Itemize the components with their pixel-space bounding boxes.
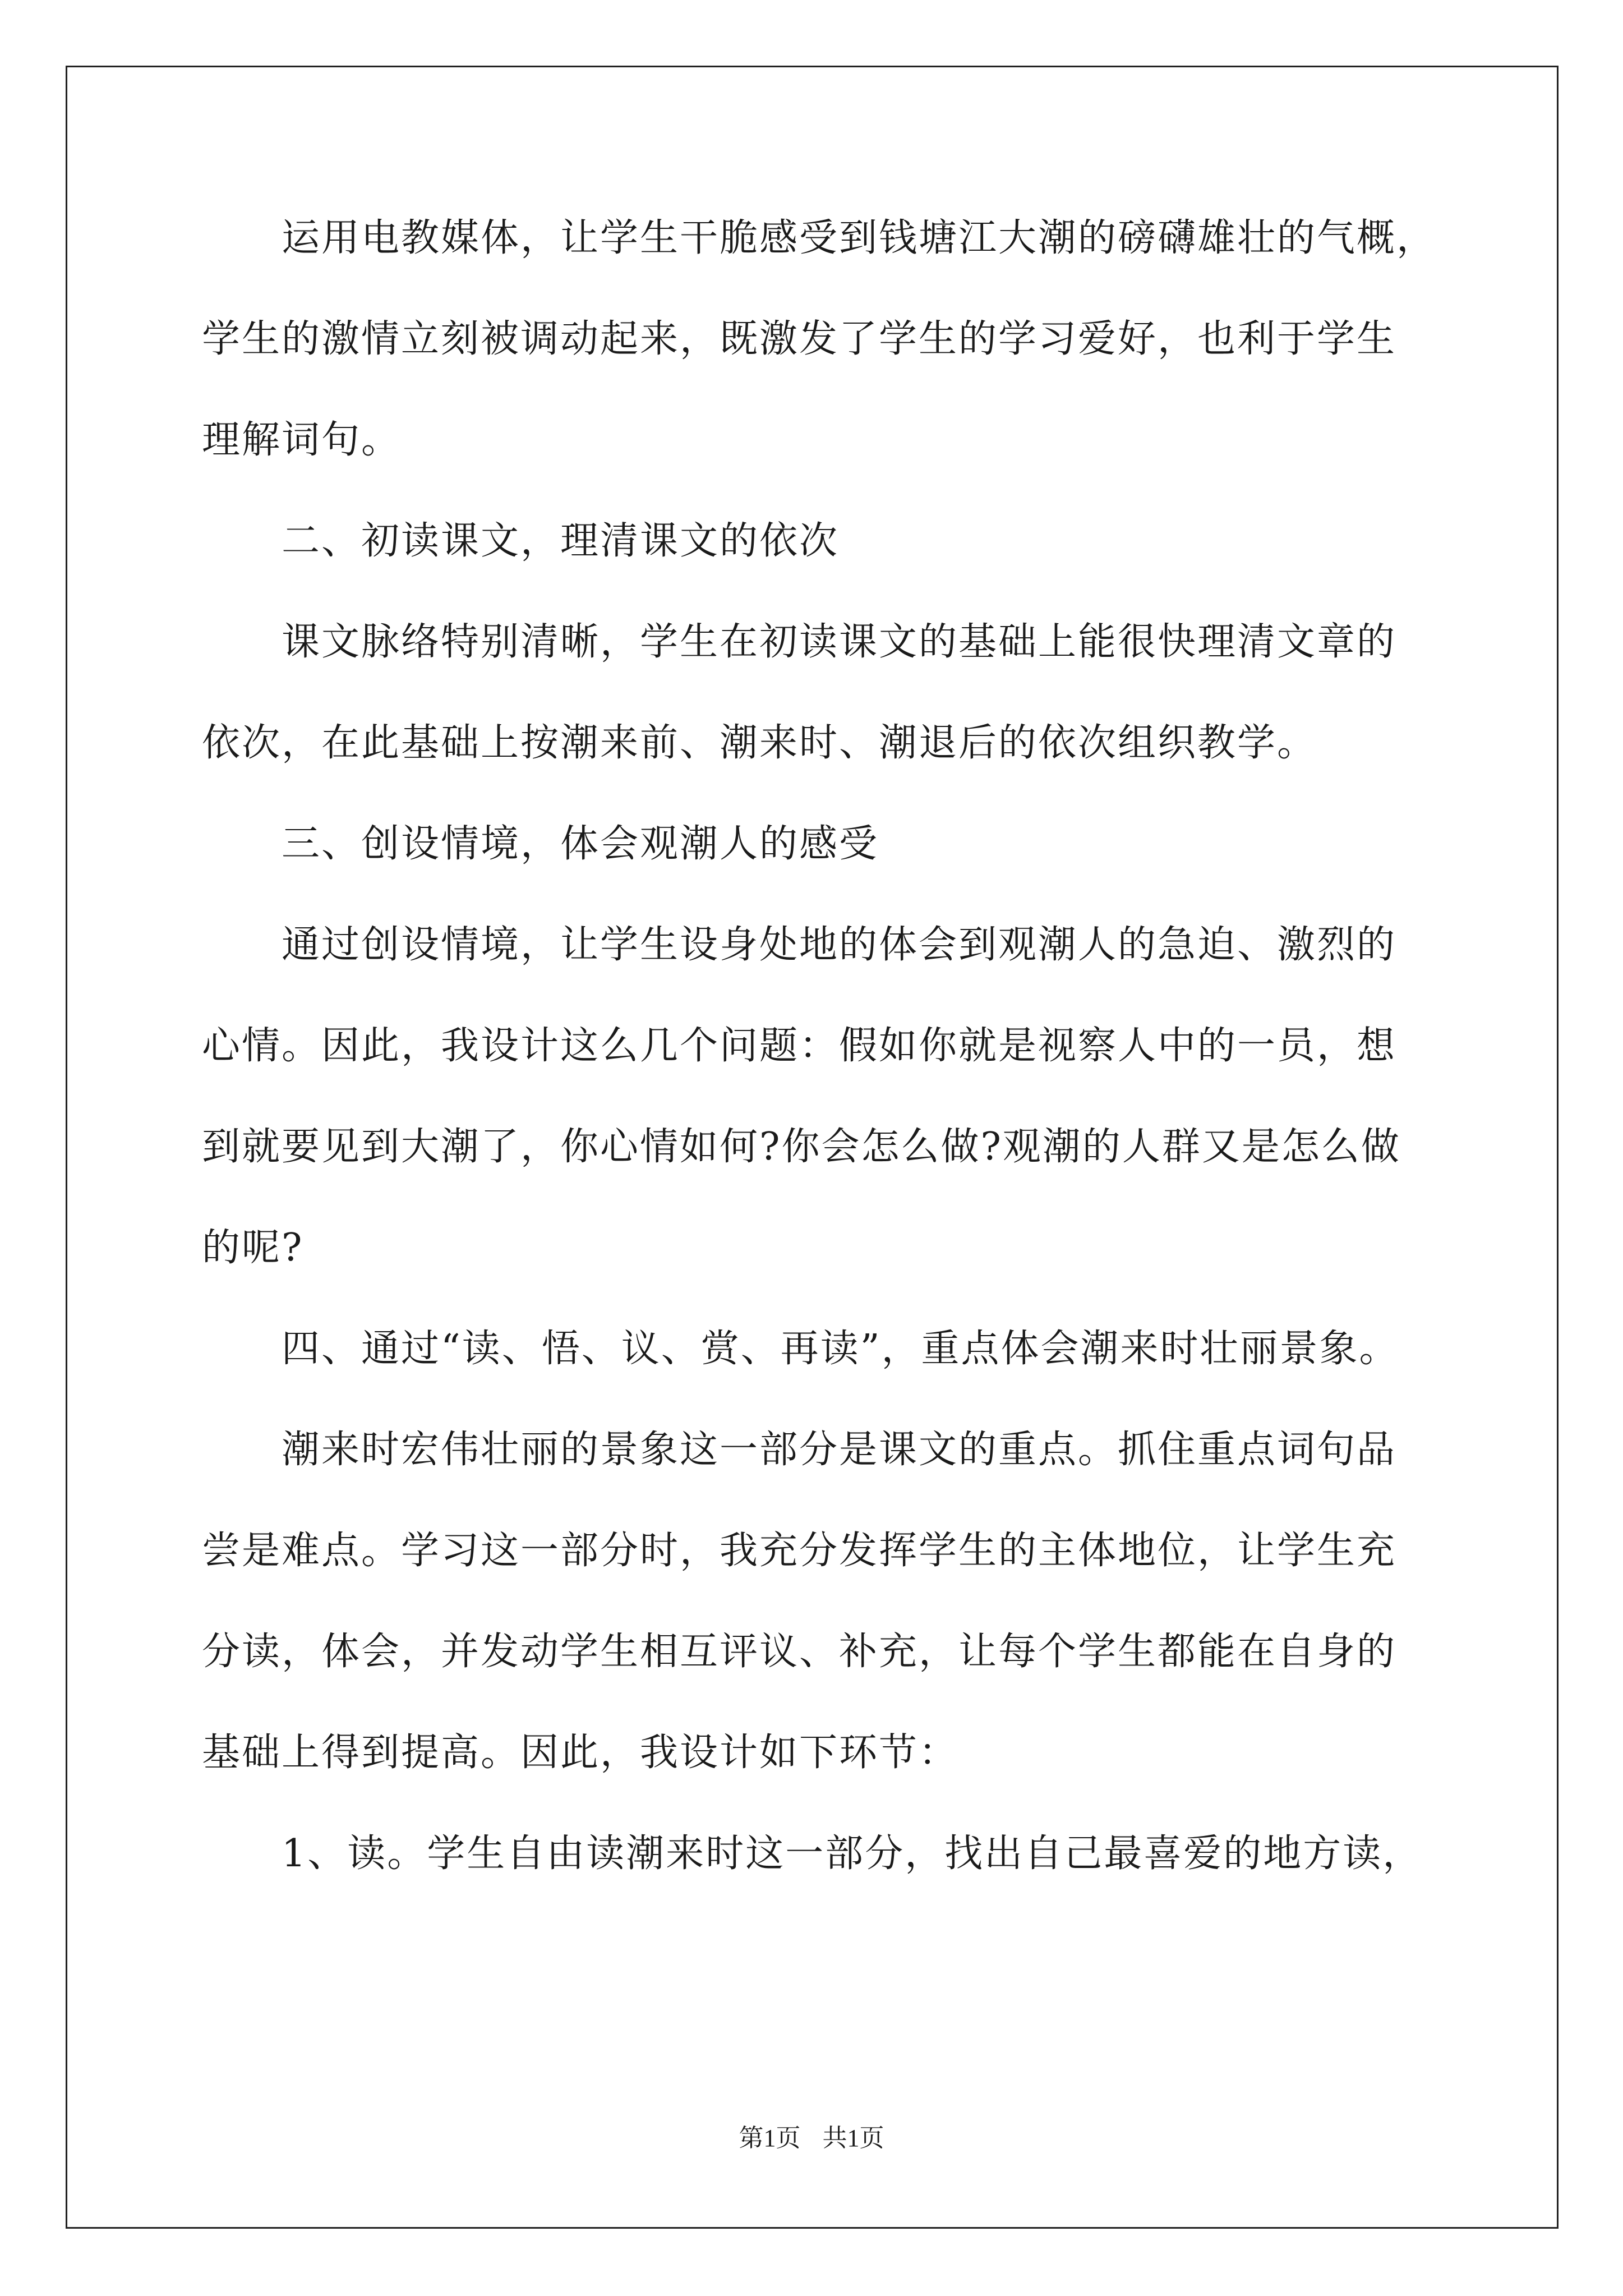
text-line: 基础上得到提高。因此，我设计如下环节： bbox=[202, 1731, 959, 1775]
text-line: 的呢? bbox=[202, 1226, 304, 1270]
text-line: 尝是难点。学习这一部分时，我充分发挥学生的主体地位，让学生充 bbox=[202, 1529, 1397, 1573]
text-line: 心情。因此，我设计这么几个问题：假如你就是视察人中的一员，想 bbox=[202, 1024, 1397, 1068]
page-number: 第1页 bbox=[739, 2124, 801, 2152]
section-heading: 二、初读课文，理清课文的依次 bbox=[202, 519, 840, 563]
text-line: 1、读。学生自由读潮来时这一部分，找出自己最喜爱的地方读， bbox=[202, 1832, 1423, 1876]
section-heading: 三、创设情境，体会观潮人的感受 bbox=[202, 822, 879, 866]
text-line: 课文脉络特别清晰，学生在初读课文的基础上能很快理清文章的 bbox=[202, 620, 1397, 664]
section-heading: 四、通过“读、悟、议、赏、再读”，重点体会潮来时壮丽景象。 bbox=[202, 1327, 1399, 1371]
text-line: 理解词句。 bbox=[202, 418, 402, 462]
text-line: 学生的激情立刻被调动起来，既激发了学生的学习爱好，也利于学生 bbox=[202, 317, 1397, 361]
text-line: 运用电教媒体，让学生干脆感受到钱塘江大潮的磅礴雄壮的气概， bbox=[202, 216, 1437, 260]
text-line: 到就要见到大潮了，你心情如何?你会怎么做?观潮的人群又是怎么做 bbox=[202, 1125, 1401, 1169]
text-line: 潮来时宏伟壮丽的景象这一部分是课文的重点。抓住重点词句品 bbox=[202, 1428, 1397, 1472]
page-total: 共1页 bbox=[822, 2124, 884, 2152]
text-line: 通过创设情境，让学生设身处地的体会到观潮人的急迫、激烈的 bbox=[202, 923, 1397, 967]
text-line: 分读，体会，并发动学生相互评议、补充，让每个学生都能在自身的 bbox=[202, 1630, 1397, 1674]
page-footer bbox=[0, 2122, 1623, 2155]
text-line: 依次，在此基础上按潮来前、潮来时、潮退后的依次组织教学。 bbox=[202, 721, 1317, 765]
